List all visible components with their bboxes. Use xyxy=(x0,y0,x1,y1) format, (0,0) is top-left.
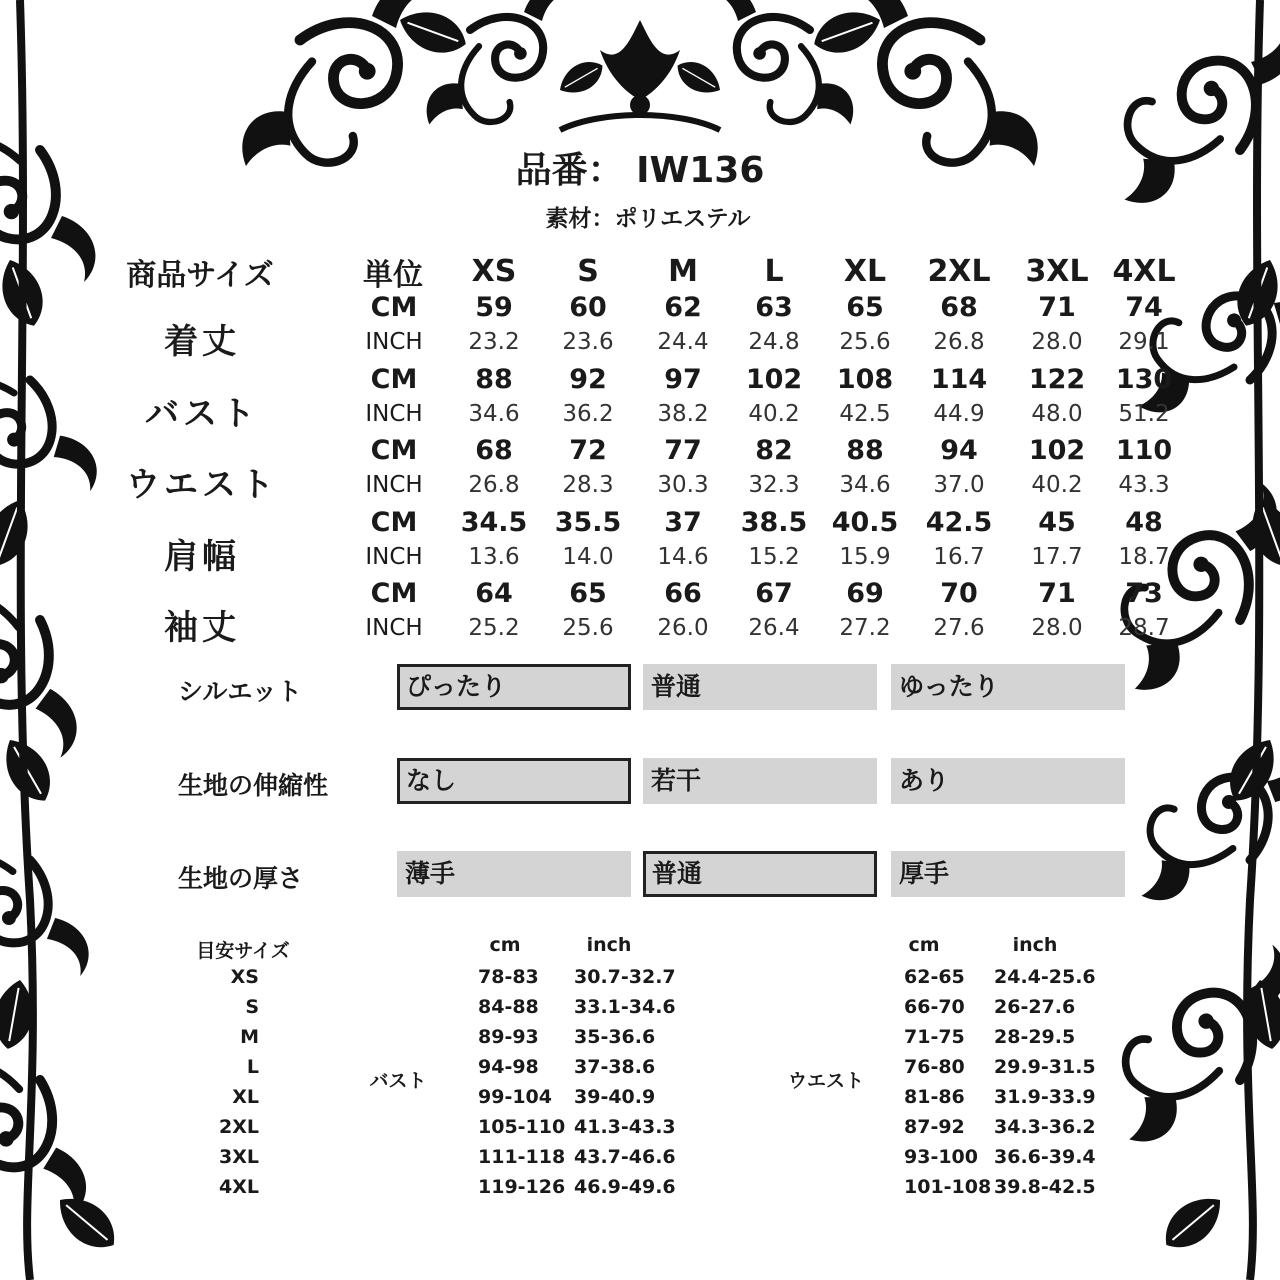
unit-inch: INCH xyxy=(365,400,423,427)
guide-waist-inch: 34.3-36.2 xyxy=(994,1116,1096,1138)
inch-value: 26.4 xyxy=(748,615,800,641)
inch-value: 29.1 xyxy=(1118,329,1170,355)
guide-waist-label: ウエスト xyxy=(787,1070,865,1092)
size-header-xs: XS xyxy=(471,254,517,289)
cm-value: 82 xyxy=(755,435,793,466)
guide-waist-inch: 39.8-42.5 xyxy=(994,1176,1096,1198)
inch-value: 15.2 xyxy=(748,543,800,570)
unit-cm: CM xyxy=(370,578,418,609)
cm-value: 74 xyxy=(1125,292,1163,323)
fit-option: ぴったり xyxy=(397,664,631,710)
guide-bust-cm-header: cm xyxy=(489,934,521,956)
inch-value: 25.2 xyxy=(468,615,520,641)
fit-scale-label: 生地の厚さ xyxy=(178,864,304,893)
inch-value: 27.2 xyxy=(839,615,891,641)
inch-value: 34.6 xyxy=(839,472,891,498)
unit-cm: CM xyxy=(370,292,418,323)
size-header-2xl: 2XL xyxy=(927,254,991,289)
guide-size: 4XL xyxy=(219,1176,259,1198)
cm-value: 130 xyxy=(1115,363,1173,395)
guide-waist-cm: 93-100 xyxy=(904,1146,978,1168)
inch-value: 32.3 xyxy=(748,472,800,498)
inch-value: 26.8 xyxy=(468,472,520,498)
size-header-m: M xyxy=(668,254,698,289)
measurement-label: ウエスト xyxy=(126,465,278,505)
guide-size: M xyxy=(240,1026,259,1048)
guide-bust-cm: 111-118 xyxy=(478,1146,566,1168)
inch-value: 43.3 xyxy=(1118,472,1170,498)
cm-value: 38.5 xyxy=(740,506,808,538)
guide-bust-cm: 105-110 xyxy=(478,1116,566,1138)
cm-value: 92 xyxy=(569,363,607,395)
cm-value: 69 xyxy=(846,578,884,609)
inch-value: 28.3 xyxy=(562,472,614,498)
size-header-s: S xyxy=(577,254,599,289)
cm-value: 65 xyxy=(846,292,884,323)
guide-bust-cm: 89-93 xyxy=(478,1026,539,1048)
guide-size: XL xyxy=(232,1086,259,1108)
guide-waist-cm-header: cm xyxy=(908,934,940,956)
guide-bust-inch: 43.7-46.6 xyxy=(574,1146,676,1168)
cm-value: 66 xyxy=(664,578,702,609)
cm-value: 114 xyxy=(930,363,988,395)
inch-value: 13.6 xyxy=(468,543,520,570)
inch-value: 26.8 xyxy=(933,329,985,355)
guide-waist-cm: 87-92 xyxy=(904,1116,965,1138)
fit-option: 普通 xyxy=(643,851,877,897)
guide-waist-inch: 26-27.6 xyxy=(994,996,1076,1018)
unit-inch: INCH xyxy=(365,615,423,641)
cm-value: 40.5 xyxy=(831,506,899,538)
cm-value: 64 xyxy=(475,578,513,609)
measurement-label: 着丈 xyxy=(164,322,240,362)
inch-value: 14.0 xyxy=(562,543,614,570)
cm-value: 68 xyxy=(940,292,978,323)
material-label: 素材：ポリエステル xyxy=(545,206,751,232)
guide-bust-cm: 94-98 xyxy=(478,1056,539,1078)
inch-value: 44.9 xyxy=(933,400,985,427)
size-header-4xl: 4XL xyxy=(1112,254,1176,289)
inch-value: 38.2 xyxy=(657,400,709,427)
guide-bust-cm: 84-88 xyxy=(478,996,539,1018)
size-header-xl: XL xyxy=(843,254,887,289)
size-table-corner-label: 商品サイズ xyxy=(126,258,274,293)
cm-value: 77 xyxy=(664,435,702,466)
guide-bust-inch-header: inch xyxy=(586,934,632,956)
inch-value: 23.6 xyxy=(562,329,614,355)
guide-size: S xyxy=(245,996,259,1018)
guide-waist-inch: 31.9-33.9 xyxy=(994,1086,1096,1108)
guide-bust-cm: 99-104 xyxy=(478,1086,552,1108)
inch-value: 26.0 xyxy=(657,615,709,641)
inch-value: 37.0 xyxy=(933,472,985,498)
fit-option: 若干 xyxy=(643,758,877,804)
fit-option: なし xyxy=(397,758,631,804)
fit-option: 厚手 xyxy=(891,851,1125,897)
inch-value: 28.0 xyxy=(1031,329,1083,355)
guide-waist-cm: 71-75 xyxy=(904,1026,965,1048)
inch-value: 23.2 xyxy=(468,329,520,355)
inch-value: 24.8 xyxy=(748,329,800,355)
inch-value: 15.9 xyxy=(839,543,891,570)
guide-waist-cm: 62-65 xyxy=(904,966,965,988)
unit-cm: CM xyxy=(370,435,418,466)
inch-value: 25.6 xyxy=(562,615,614,641)
guide-size: 3XL xyxy=(219,1146,259,1168)
inch-value: 42.5 xyxy=(839,400,891,427)
guide-waist-cm: 81-86 xyxy=(904,1086,965,1108)
cm-value: 42.5 xyxy=(925,506,993,538)
inch-value: 34.6 xyxy=(468,400,520,427)
cm-value: 59 xyxy=(475,292,513,323)
guide-waist-inch: 29.9-31.5 xyxy=(994,1056,1096,1078)
inch-value: 28.0 xyxy=(1031,615,1083,641)
guide-bust-inch: 41.3-43.3 xyxy=(574,1116,676,1138)
guide-bust-inch: 37-38.6 xyxy=(574,1056,656,1078)
cm-value: 70 xyxy=(940,578,978,609)
fit-option: 普通 xyxy=(643,664,877,710)
measurement-label: 袖丈 xyxy=(164,608,240,648)
guide-bust-inch: 30.7-32.7 xyxy=(574,966,676,988)
cm-value: 108 xyxy=(836,363,894,395)
inch-value: 40.2 xyxy=(1031,472,1083,498)
guide-size: 2XL xyxy=(219,1116,259,1138)
measurement-label: バスト xyxy=(145,393,259,434)
guide-waist-inch: 36.6-39.4 xyxy=(994,1146,1096,1168)
unit-inch: INCH xyxy=(365,329,423,355)
cm-value: 71 xyxy=(1038,578,1076,609)
guide-size: XS xyxy=(230,966,259,988)
cm-value: 62 xyxy=(664,292,702,323)
guide-bust-cm: 119-126 xyxy=(478,1176,566,1198)
cm-value: 88 xyxy=(846,435,884,466)
unit-inch: INCH xyxy=(365,543,423,570)
inch-value: 48.0 xyxy=(1031,400,1083,427)
fit-option: あり xyxy=(891,758,1125,804)
inch-value: 18.7 xyxy=(1118,543,1170,570)
cm-value: 102 xyxy=(745,363,803,395)
inch-value: 24.4 xyxy=(657,329,709,355)
guide-waist-inch-header: inch xyxy=(1012,934,1058,956)
frame-left xyxy=(0,0,126,1280)
guide-bust-label: バスト xyxy=(369,1070,427,1092)
fit-scale-label: シルエット xyxy=(178,677,302,706)
inch-value: 30.3 xyxy=(657,472,709,498)
inch-value: 25.6 xyxy=(839,329,891,355)
product-code: 品番： IW136 xyxy=(515,150,765,191)
cm-value: 102 xyxy=(1028,435,1086,466)
inch-value: 51.2 xyxy=(1118,400,1170,427)
cm-value: 88 xyxy=(475,363,513,395)
guide-bust-inch: 39-40.9 xyxy=(574,1086,656,1108)
cm-value: 71 xyxy=(1038,292,1076,323)
cm-value: 73 xyxy=(1125,578,1163,609)
fit-option: 薄手 xyxy=(397,851,631,897)
cm-value: 37 xyxy=(664,506,702,538)
cm-value: 60 xyxy=(569,292,607,323)
fit-option: ゆったり xyxy=(891,664,1125,710)
cm-value: 65 xyxy=(569,578,607,609)
guide-bust-inch: 33.1-34.6 xyxy=(574,996,676,1018)
guide-waist-inch: 28-29.5 xyxy=(994,1026,1076,1048)
cm-value: 63 xyxy=(755,292,793,323)
cm-value: 67 xyxy=(755,578,793,609)
inch-value: 28.7 xyxy=(1118,615,1170,641)
cm-value: 48 xyxy=(1125,506,1163,538)
cm-value: 97 xyxy=(664,363,702,395)
inch-value: 16.7 xyxy=(933,543,985,570)
cm-value: 45 xyxy=(1038,506,1076,538)
cm-value: 34.5 xyxy=(460,506,528,538)
unit-cm: CM xyxy=(370,506,418,538)
unit-inch: INCH xyxy=(365,472,423,498)
fit-scale-label: 生地の伸縮性 xyxy=(178,771,329,800)
guide-title: 目安サイズ xyxy=(196,940,290,962)
unit-cm: CM xyxy=(370,363,418,395)
cm-value: 94 xyxy=(940,435,978,466)
inch-value: 27.6 xyxy=(933,615,985,641)
guide-waist-cm: 66-70 xyxy=(904,996,965,1018)
cm-value: 122 xyxy=(1028,363,1086,395)
cm-value: 68 xyxy=(475,435,513,466)
inch-value: 17.7 xyxy=(1031,543,1083,570)
size-header-l: L xyxy=(764,254,784,289)
cm-value: 35.5 xyxy=(554,506,622,538)
guide-bust-cm: 78-83 xyxy=(478,966,539,988)
size-header-3xl: 3XL xyxy=(1025,254,1089,289)
inch-value: 14.6 xyxy=(657,543,709,570)
cm-value: 72 xyxy=(569,435,607,466)
measurement-label: 肩幅 xyxy=(164,536,240,577)
cm-value: 110 xyxy=(1115,435,1173,466)
unit-header: 単位 xyxy=(363,258,423,293)
guide-waist-inch: 24.4-25.6 xyxy=(994,966,1096,988)
inch-value: 40.2 xyxy=(748,400,800,427)
guide-size: L xyxy=(246,1056,259,1078)
guide-bust-inch: 46.9-49.6 xyxy=(574,1176,676,1198)
guide-bust-inch: 35-36.6 xyxy=(574,1026,656,1048)
guide-waist-cm: 101-108 xyxy=(904,1176,992,1198)
inch-value: 36.2 xyxy=(562,400,614,427)
guide-waist-cm: 76-80 xyxy=(904,1056,965,1078)
